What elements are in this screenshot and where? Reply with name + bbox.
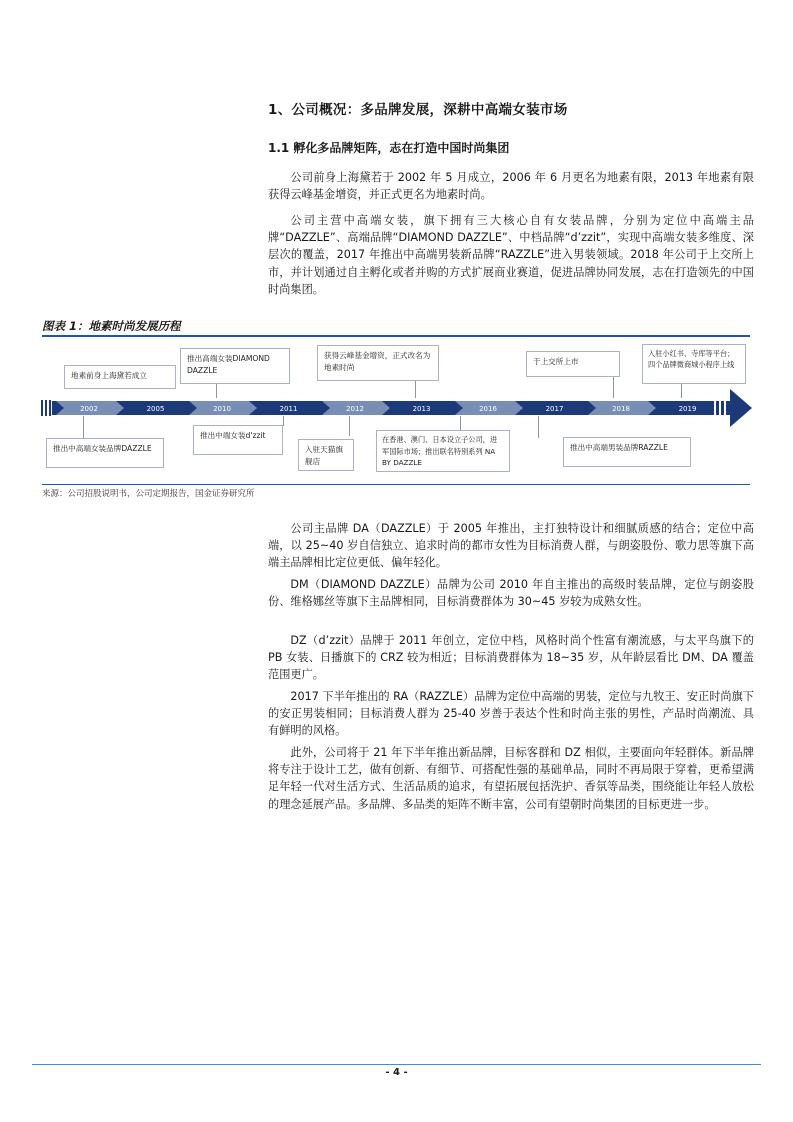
section-title: 1、公司概况：多品牌发展，深耕中高端女装市场 xyxy=(268,102,568,118)
timeline-event: 入驻小红书、寺库等平台；四个品牌微商城小程序上线 xyxy=(642,344,746,384)
year-label: 2017 xyxy=(545,405,564,413)
timeline-event: 地素前身上海黛若成立 xyxy=(64,365,176,389)
body-paragraph: 此外，公司将于 21 年下半年推出新品牌，目标客群和 DZ 相似，主要面向年轻群体。新品牌将专注于设计工艺，做有创新、有细节、可搭配性强的基础单品，同时不再局限于穿着，更希望满足年轻一代对生活方式、生活品质的追求，有望拓展包括洗护、香氛等品类，围绕能让年轻人放松的理念延展产品。多品牌、多品类的矩阵不断丰富，公司有望朝时尚集团的目标更进一步。 xyxy=(268,746,754,811)
year-label: 2016 xyxy=(479,405,497,413)
body-paragraph: 2017 下半年推出的 RA（RAZZLE）品牌为定位中高端的男装，定位与九牧王、安正时尚旗下的安正男装相同；目标消费人群为 25-40 岁善于表达个性和时尚主张的男性，产品时尚潮流、具有鲜明的风格。 xyxy=(268,690,754,738)
figure-top-rule xyxy=(42,335,750,337)
timeline-bar xyxy=(40,387,754,427)
connector-line xyxy=(283,416,284,426)
intro-paragraph: 公司主营中高端女装，旗下拥有三大核心自有女装品牌，分别为定位中高端主品牌“DAZZLE”、高端品牌“DIAMOND DAZZLE”、中档品牌“d’zzit”，实现中高端女装多维度、深层次的覆盖，2017 年推出中高端男装新品牌“RAZZLE”进入男装领域。2018 年公司于上交所上市，并计划通过自主孵化或者并购的方式扩展商业赛道，促进品牌协同发展，志在打造领先的中国时尚集团。 xyxy=(268,214,754,296)
body-paragraph: DM（DIAMOND DAZZLE）品牌为公司 2010 年自主推出的高级时装品牌，定位与朗姿股份、维格娜丝等旗下主品牌相同，目标消费群体为 30~45 岁较为成熟女性。 xyxy=(268,578,754,609)
year-label: 2011 xyxy=(279,405,298,413)
figure-source: 来源：公司招股说明书，公司定期报告，国金证券研究所 xyxy=(42,489,255,499)
page-number: - 4 - xyxy=(385,1067,408,1078)
timeline-event: 推出中高端男装品牌RAZZLE xyxy=(563,437,691,467)
year-label: 2013 xyxy=(412,405,431,413)
connector-line xyxy=(83,416,84,438)
year-label: 2018 xyxy=(612,405,630,413)
timeline-event: 推出高端女装DIAMOND DAZZLE xyxy=(180,348,290,384)
year-label: 2005 xyxy=(146,405,165,413)
year-label: 2019 xyxy=(678,405,697,413)
timeline-event: 于上交所上市 xyxy=(526,351,620,377)
intro-paragraph: 公司前身上海黛若于 2002 年 5 月成立，2006 年 6 月更名为地素有限，2013 年地素有限获得云峰基金增资，并正式更名为地素时尚。 xyxy=(268,171,754,202)
timeline-event: 推出中高端女装品牌DAZZLE xyxy=(46,438,164,468)
figure-bottom-rule xyxy=(42,484,750,485)
timeline-event: 在香港、澳门、日本设立子公司，进军国际市场；推出联名特别系列 NA BY DAZZLE xyxy=(376,430,510,472)
timeline-left-stripes xyxy=(41,400,51,416)
timeline-event: 推出中端女装d'zzit xyxy=(193,425,283,455)
footer-rule xyxy=(32,1064,761,1065)
timeline-event: 获得云峰基金增资，正式改名为地素时尚 xyxy=(317,345,439,381)
body-paragraph: 公司主品牌 DA（DAZZLE）于 2005 年推出，主打独特设计和细腻质感的结合；定位中高端，以 25~40 岁自信独立、追求时尚的都市女性为目标消费人群，与朗姿股份、歌力思等旗下高端主品牌相比定位更低、偏年轻化。 xyxy=(268,522,754,570)
year-label: 2002 xyxy=(80,405,98,413)
connector-line xyxy=(460,416,461,430)
section-subtitle: 1.1 孵化多品牌矩阵，志在打造中国时尚集团 xyxy=(268,141,510,155)
connector-line xyxy=(349,416,350,436)
figure-title: 图表 1：地素时尚发展历程 xyxy=(42,319,181,333)
year-label: 2010 xyxy=(213,405,231,413)
timeline-event: 入驻天猫旗舰店 xyxy=(298,439,354,471)
timeline-arrow-head xyxy=(730,389,752,427)
timeline-right-stripes xyxy=(714,400,726,416)
year-label: 2012 xyxy=(346,405,364,413)
connector-line xyxy=(538,416,539,438)
body-paragraph: DZ（d’zzit）品牌于 2011 年创立，定位中档，风格时尚个性富有潮流感，与太平鸟旗下的 PB 女装、日播旗下的 CRZ 较为相近；目标消费群体为 18~35 岁，从年龄层看比 DM、DA 覆盖范围更广。 xyxy=(268,634,754,682)
